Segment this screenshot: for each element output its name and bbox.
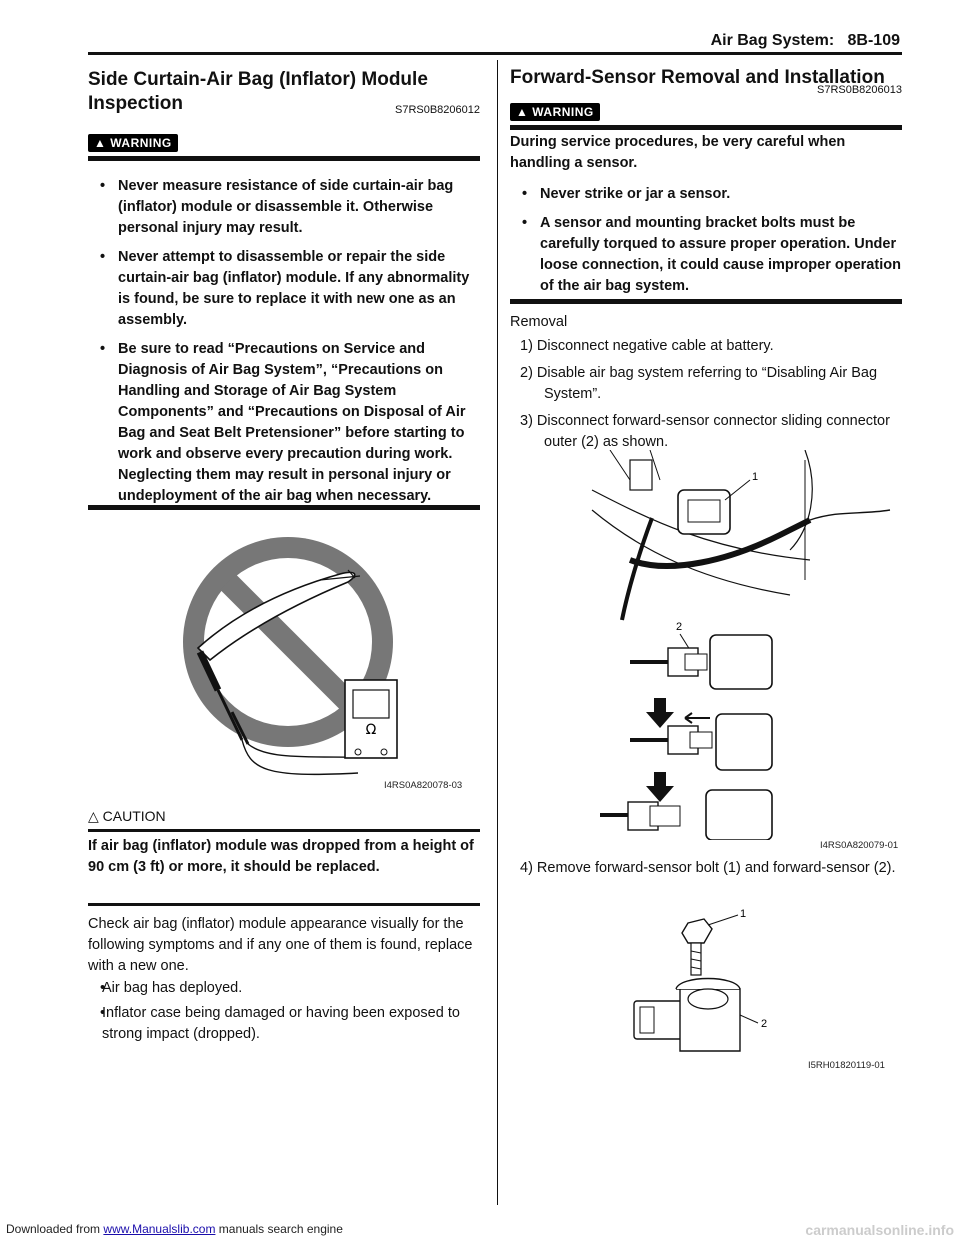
header-rule	[88, 52, 902, 55]
list-item: 2) Disable air bag system referring to “Disabling Air Bag System”.	[520, 365, 878, 402]
symptom-list	[88, 978, 480, 1053]
callout-2: 2	[676, 621, 683, 633]
bolt-sensor-figure	[620, 905, 790, 1055]
arrow-down-icon	[646, 698, 674, 728]
right-warning-top-rule	[510, 125, 902, 130]
ohm-symbol: Ω	[365, 722, 377, 738]
warning-icon: ▲	[516, 105, 529, 119]
ohmmeter-display	[353, 690, 389, 718]
callout-1: 1	[740, 908, 747, 920]
watermark: carmanualsonline.info	[805, 1222, 954, 1238]
right-section-code: S7RS0B8206013	[816, 84, 902, 96]
right-warning-bottom-rule	[510, 299, 902, 304]
warning-icon: ▲	[94, 136, 107, 150]
list-item: 4) Remove forward-sensor bolt (1) and forward-sensor (2).	[520, 860, 896, 876]
callout-2: 2	[761, 1018, 768, 1030]
arrow-left-icon	[685, 713, 710, 723]
removal-steps	[510, 336, 902, 459]
right-warning-intro: During service procedures, be very careful when handling a sensor.	[510, 134, 846, 171]
page-header	[711, 32, 900, 50]
right-warning-content	[510, 132, 902, 305]
left-section-title: Side Curtain-Air Bag (Inflator) Module Inspection	[88, 69, 428, 114]
caution-bottom-rule	[88, 903, 480, 906]
right-section-title: Forward-Sensor Removal and Installation	[510, 67, 885, 88]
right-figure2-id: I5RH01820119-01	[808, 1060, 885, 1071]
left-warning-list	[88, 176, 480, 515]
list-item: • Be sure to read “Precautions on Service and Diagnosis of Air Bag System”, “Precautions on Handling and Storage of Air Bag System Components” and “Precautions on Disposal of Air Bag and Seat Belt Pretensioner” before starting to work and observe every precaution during work. Neglecting them may result in personal injury or undeployment of the air bag when necessary.	[88, 339, 480, 507]
list-item: 3) Disconnect forward-sensor connector sliding connector outer (2) as shown.	[520, 413, 890, 450]
bolt	[682, 919, 712, 943]
caution-label: △ CAUTION	[88, 808, 166, 824]
left-warning-label: ▲ WARNING	[88, 134, 178, 152]
caution-icon: △	[88, 808, 99, 824]
list-item: • A sensor and mounting bracket bolts must be carefully torqued to assure proper operation. Under loose connection, it could cause improper operation of the air bag system.	[510, 213, 902, 297]
manualslib-link[interactable]: www.Manualslib.com	[103, 1222, 216, 1236]
list-item: • Inflator case being damaged or having been exposed to strong impact (dropped).	[88, 1003, 480, 1045]
left-warning-top-rule	[88, 156, 480, 161]
list-item: 1) Disconnect negative cable at battery.	[520, 338, 774, 354]
right-warning-label: ▲ WARNING	[510, 103, 600, 121]
left-warning-bottom-rule	[88, 505, 480, 510]
arrow-down-icon	[646, 772, 674, 802]
left-section-code: S7RS0B8206012	[394, 104, 480, 116]
removal-heading: Removal	[510, 314, 568, 330]
list-item: • Never strike or jar a sensor.	[510, 184, 902, 205]
list-item: • Never measure resistance of side curtain-air bag (inflator) module or disassemble it. Otherwise personal injury may result.	[88, 176, 480, 239]
column-divider	[497, 60, 498, 1205]
caution-text: If air bag (inflator) module was dropped from a height of 90 cm (3 ft) or more, it should be replaced.	[88, 838, 474, 875]
header-title: Air Bag System:	[710, 32, 835, 49]
inspection-body-text: Check air bag (inflator) module appearance visually for the following symptoms and if any one of them is found, replace with a new one.	[88, 916, 473, 974]
caution-top-rule	[88, 829, 480, 832]
airbag-resistance-prohibited-figure	[170, 530, 470, 795]
callout-1: 1	[752, 471, 759, 483]
list-item: • Air bag has deployed.	[88, 978, 480, 999]
list-item: • Never attempt to disassemble or repair the side curtain-air bag (inflator) module. If any abnormality is found, be sure to replace it with new one as an assembly.	[88, 247, 480, 331]
left-figure-id: I4RS0A820078-03	[384, 780, 463, 791]
footer: Downloaded from www.Manualslib.com manuals search engine	[6, 1222, 343, 1236]
right-figure1-id: I4RS0A820079-01	[820, 840, 899, 851]
connector-disconnect-figure	[590, 450, 910, 840]
removal-step-4	[510, 858, 902, 885]
header-page-number: 8B-109	[847, 32, 900, 49]
